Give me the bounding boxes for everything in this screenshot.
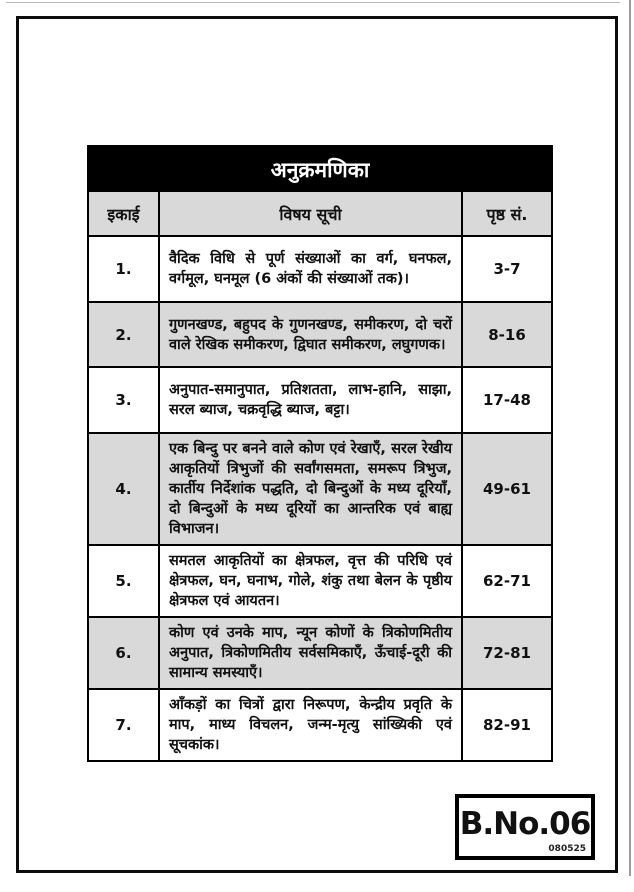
topics-text: वैदिक विधि से पूर्ण संख्याओं का वर्ग, घनफल, वर्गमूल, घनमूल (6 अंकों की संख्याओं तक)। (158, 237, 461, 301)
topics-text: समतल आकृतियों का क्षेत्रफल, वृत्त की परिधि एवं क्षेत्रफल, घन, घनाभ, गोले, शंकु तथा बेलन के पृष्ठीय क्षेत्रफल एवं आयतन। (158, 546, 461, 616)
unit-number: 1. (115, 260, 132, 278)
topics-text: अनुपात-समानुपात, प्रतिशतता, लाभ-हानि, साझा, सरल ब्याज, चक्रवृद्धि ब्याज, बट्टा। (158, 368, 461, 432)
toc-row-2 (89, 301, 551, 366)
toc-row-3 (89, 366, 551, 432)
toc-row-6 (89, 616, 551, 688)
scan-edge-line-right (629, 0, 631, 876)
page-range: 3-7 (461, 237, 551, 301)
unit-number: 5. (115, 572, 132, 590)
scan-edge-line-top (6, 2, 620, 3)
toc-header-row (89, 192, 551, 235)
unit-number: 4. (115, 480, 132, 498)
unit-number: 6. (115, 644, 132, 662)
topics-text: आँकड़ों का चित्रों द्वारा निरूपण, केन्द्रीय प्रवृति के माप, माध्य विचलन, जन्म-मृत्यु सांख्यिकी एवं सूचकांक। (158, 690, 461, 760)
toc-row-4 (89, 432, 551, 544)
column-header-unit: इकाई (107, 204, 140, 224)
print-code: 080525 (548, 844, 586, 854)
unit-number: 7. (115, 716, 132, 734)
page-range: 49-61 (461, 434, 551, 544)
toc-title: अनुक्रमणिका (89, 147, 551, 192)
toc-row-5 (89, 544, 551, 616)
topics-text: कोण एवं उनके माप, न्यून कोणों के त्रिकोणमितीय अनुपात, त्रिकोणमितीय सर्वसमिकाएँ, ऊँचाई-दूरी की सामान्य समस्याएँ। (158, 618, 461, 688)
topics-text: गुणनखण्ड, बहुपद के गुणनखण्ड, समीकरण, दो चरों वाले रेखिक समीकरण, द्विघात समीकरण, लघुगणक। (158, 303, 461, 366)
toc-row-7 (89, 688, 551, 760)
unit-number: 2. (115, 325, 132, 344)
topics-text: एक बिन्दु पर बनने वाले कोण एवं रेखाएँ, सरल रेखीय आकृतियों त्रिभुजों की सर्वांगसमता, समरूप त्रिभुज, कार्तीय निर्देशांक पद्धति, दो बिन्दुओं के मध्य दूरियाँ, दो बिन्दुओं के मध्य दूरियों का आन्तरिक एवं बाह्य विभाजन। (158, 434, 461, 544)
toc-table (87, 145, 553, 762)
page-range: 72-81 (461, 618, 551, 688)
column-header-pages: पृष्ठ सं. (461, 192, 551, 235)
unit-number: 3. (115, 391, 132, 409)
page-range: 62-71 (461, 546, 551, 616)
page-range: 17-48 (461, 368, 551, 432)
book-number: B.No.06 (459, 805, 591, 842)
page-range: 82-91 (461, 690, 551, 760)
toc-row-1 (89, 235, 551, 301)
book-number-box (455, 794, 595, 860)
page-range: 8-16 (461, 303, 551, 366)
column-header-topics: विषय सूची (158, 192, 461, 235)
